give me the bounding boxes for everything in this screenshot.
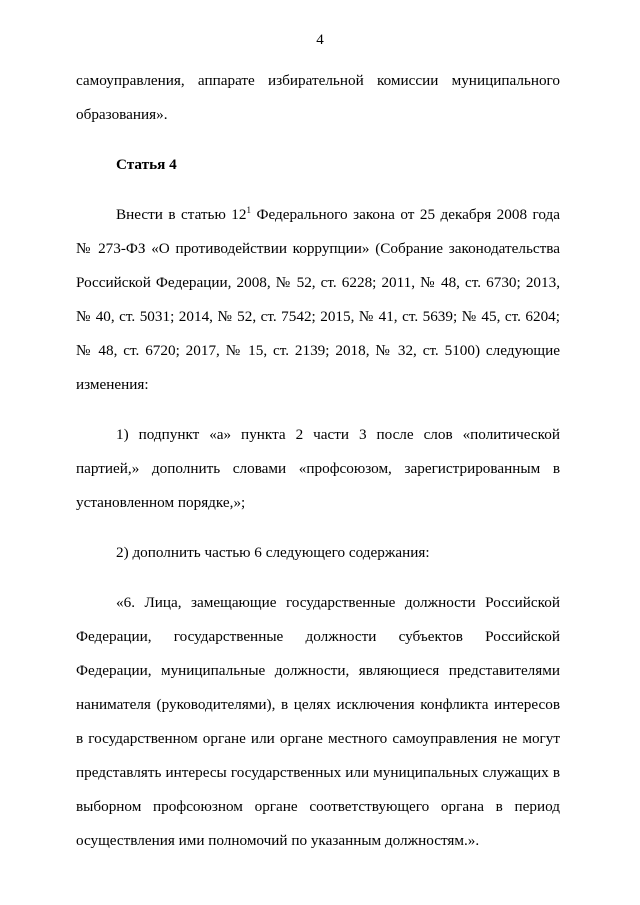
article-superscript: 1	[246, 205, 251, 215]
paragraph-amendment-intro	[76, 198, 560, 402]
amendment-intro-rest: Федерального закона от 25 декабря 2008 года № 273-ФЗ «О противодействии коррупции» (Собрание законодательства Российской Федерации, 2008, № 52, ст. 6228; 2011, № 48, ст. 6730; 2013, № 40, ст. 5031; 2014, № 52, ст. 7542; 2015, № 41, ст. 5639; № 45, ст. 6204; № 48, ст. 6720; 2017, № 15, ст. 2139; 2018, № 32, ст. 5100) следующие изменения:	[76, 206, 560, 393]
amendment-intro-text: Внести в статью 12	[116, 206, 247, 223]
paragraph-item-1: 1) подпункт «а» пункта 2 части 3 после слов «политической партией,» дополнить словами «профсоюзом, зарегистрированным в установленном порядке,»;	[76, 426, 560, 511]
page-number: 4	[316, 32, 324, 48]
document-body	[76, 64, 560, 858]
paragraph-item-2: 2) дополнить частью 6 следующего содержания:	[116, 544, 430, 561]
paragraph-part-6: «6. Лица, замещающие государственные должности Российской Федерации, государственные должности субъектов Российской Федерации, муниципальные должности, являющиеся представителями нанимателя (руководителями), в целях исключения конфликта интересов в государственном органе или органе местного самоуправления не могут представлять интересы государственных или муниципальных служащих в выборном профсоюзном органе соответствующего органа в период осуществления ими полномочий по указанным должностям.».	[76, 594, 560, 849]
article-heading: Статья 4	[116, 156, 177, 173]
paragraph-continuation: самоуправления, аппарате избирательной комиссии муниципального образования».	[76, 72, 560, 123]
